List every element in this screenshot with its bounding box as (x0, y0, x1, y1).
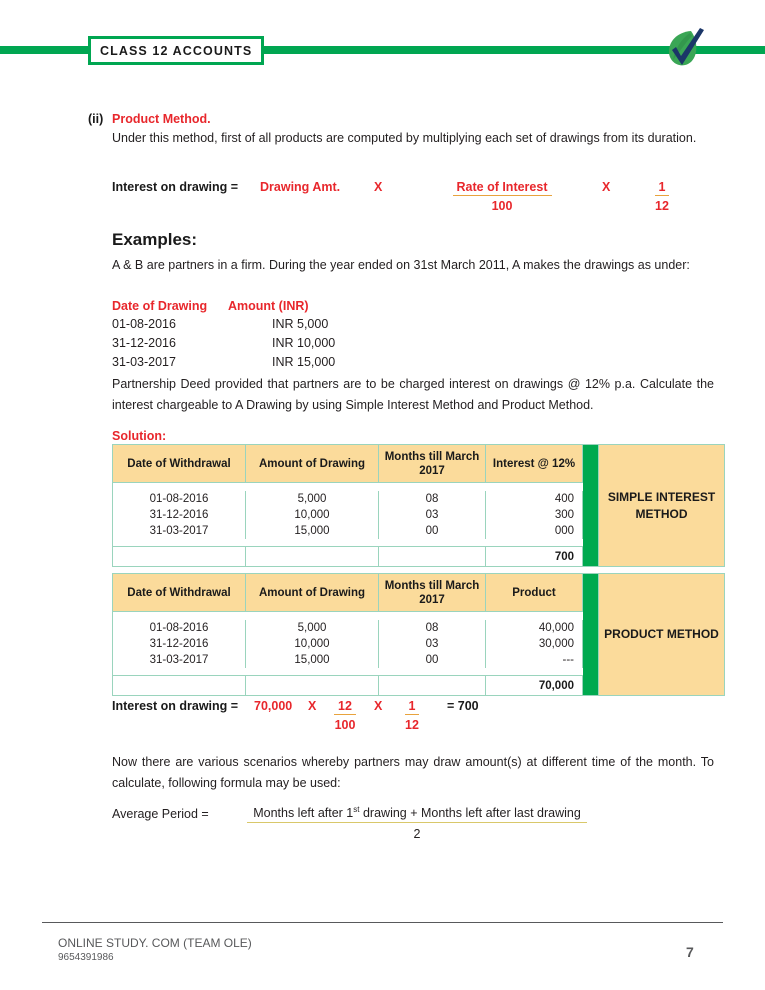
formula-bottom-lead: Interest on drawing = (112, 699, 239, 713)
simple-interest-green-divider (583, 445, 598, 566)
product-method-rows (113, 612, 583, 676)
table-row (113, 620, 583, 636)
cell-date: 31-03-2017 (113, 652, 246, 668)
cell-date: 01-08-2016 (113, 620, 246, 636)
examples-closing-paragraph: Partnership Deed provided that partners are to be charged interest on drawings @ 12% p.a. Calculate the interest chargeable to A Drawing by using Simple Interest Method and Product Method. (112, 377, 714, 412)
simple-interest-method-panel: SIMPLE INTEREST METHOD (598, 445, 724, 566)
formula-bottom-fraction-month (388, 697, 436, 732)
footer-site-label: ONLINE STUDY. COM (TEAM OLE) (58, 936, 252, 950)
cell-months: 03 (379, 636, 486, 652)
total-cell-blank-months (379, 547, 486, 566)
cell-amount: 15,000 (246, 523, 379, 539)
section-marker: (ii) (88, 112, 104, 126)
fraction-numerator-1: 1 (655, 180, 670, 196)
cell-amount: 10,000 (246, 507, 379, 523)
drawing-row-date-0: 01-08-2016 (112, 317, 176, 331)
average-period-fraction (217, 804, 617, 841)
formula-fraction-rate (412, 178, 592, 213)
cell-product: 40,000 (486, 620, 583, 636)
total-cell-blank-months (379, 676, 486, 695)
formula-bottom-result: = 700 (447, 699, 479, 713)
cell-months: 00 (379, 523, 486, 539)
formula-bottom-operator-2: X (374, 699, 383, 713)
formula-bottom-operator-1: X (308, 699, 317, 713)
cell-interest: 000 (486, 523, 583, 539)
header-cell-date: Date of Withdrawal (113, 445, 246, 482)
simple-interest-table (112, 444, 725, 567)
header-cell-product: Product (486, 574, 583, 611)
fraction-denominator-12: 12 (655, 199, 669, 213)
product-method-left-columns (113, 574, 583, 695)
header-cell-amount: Amount of Drawing (246, 574, 379, 611)
total-cell-product: 70,000 (486, 676, 583, 695)
drawing-row-date-1: 31-12-2016 (112, 336, 176, 350)
page-number: 7 (686, 944, 694, 960)
cell-amount: 10,000 (246, 636, 379, 652)
drawing-list-header-amount: Amount (INR) (228, 299, 309, 313)
drawing-row-amount-1: INR 10,000 (272, 336, 336, 350)
footer-divider (42, 922, 723, 923)
table-row (113, 491, 583, 507)
simple-interest-total-row (113, 547, 583, 566)
class-title-box (88, 36, 264, 65)
average-period-lead: Average Period = (112, 807, 209, 821)
section-intro-paragraph: Under this method, first of all products are computed by multiplying each set of drawings from its duration. (112, 131, 697, 145)
cell-date: 31-12-2016 (113, 636, 246, 652)
numerator-text-b: drawing + Months left after last drawing (359, 806, 581, 820)
examples-intro-paragraph: A & B are partners in a firm. During the year ended on 31st March 2011, A makes the drawings as under: (112, 258, 690, 272)
simple-interest-left-columns (113, 445, 583, 566)
cell-months: 08 (379, 620, 486, 636)
drawing-list-header-date: Date of Drawing (112, 299, 208, 313)
formula-operator-1: X (374, 180, 383, 194)
product-method-table (112, 573, 725, 696)
cell-months: 08 (379, 491, 486, 507)
class-title-label: CLASS 12 ACCOUNTS (100, 43, 253, 58)
fraction-denominator-100: 100 (334, 718, 356, 732)
cell-date: 01-08-2016 (113, 491, 246, 507)
cell-amount: 5,000 (246, 491, 379, 507)
solution-label: Solution: (112, 429, 167, 443)
cell-amount: 15,000 (246, 652, 379, 668)
leaf-check-logo-icon (661, 26, 709, 74)
drawing-row-amount-0: INR 5,000 (272, 317, 329, 331)
cell-months: 00 (379, 652, 486, 668)
cell-product: 30,000 (486, 636, 583, 652)
average-period-denominator: 2 (413, 827, 421, 841)
formula-bottom-amount: 70,000 (254, 699, 293, 713)
total-cell-blank-amount (246, 547, 379, 566)
header-cell-months: Months till March 2017 (379, 574, 486, 611)
drawing-row-amount-2: INR 15,000 (272, 355, 336, 369)
table-row (113, 507, 583, 523)
page-header (0, 0, 765, 92)
formula-operator-2: X (602, 180, 611, 194)
closing-note-paragraph: Now there are various scenarios whereby partners may draw amount(s) at different time of the month. To calculate, following formula may be used: (112, 755, 714, 790)
examples-title: Examples: (112, 230, 198, 249)
formula-lead-label: Interest on drawing = (112, 180, 239, 194)
product-method-panel: PRODUCT METHOD (598, 574, 724, 695)
formula-term-drawing-amount: Drawing Amt. (260, 180, 341, 194)
section-heading: Product Method. (112, 112, 211, 126)
table-row (113, 523, 583, 539)
cell-date: 31-03-2017 (113, 523, 246, 539)
cell-months: 03 (379, 507, 486, 523)
total-cell-blank-amount (246, 676, 379, 695)
simple-interest-table-wrapper (112, 444, 725, 567)
cell-amount: 5,000 (246, 620, 379, 636)
product-method-header-row (113, 574, 583, 612)
interest-formula-bottom (112, 697, 532, 737)
simple-interest-rows (113, 483, 583, 547)
formula-bottom-fraction-rate (320, 697, 370, 732)
header-cell-date: Date of Withdrawal (113, 574, 246, 611)
cell-interest: 300 (486, 507, 583, 523)
drawing-row-date-2: 31-03-2017 (112, 355, 176, 369)
numerator-text-a: Months left after 1 (253, 806, 354, 820)
formula-fraction-month (632, 178, 692, 213)
numerator-superscript: st (353, 804, 360, 814)
total-cell-blank-date (113, 676, 246, 695)
fraction-numerator-rate: Rate of Interest (453, 180, 552, 196)
fraction-denominator-100: 100 (491, 199, 513, 213)
product-method-green-divider (583, 574, 598, 695)
header-cell-months: Months till March 2017 (379, 445, 486, 482)
header-cell-amount: Amount of Drawing (246, 445, 379, 482)
footer-phone-label: 9654391986 (58, 952, 114, 963)
cell-date: 31-12-2016 (113, 507, 246, 523)
product-method-total-row (113, 676, 583, 695)
fraction-denominator-12: 12 (405, 718, 419, 732)
table-row (113, 636, 583, 652)
total-cell-blank-date (113, 547, 246, 566)
cell-interest: 400 (486, 491, 583, 507)
average-period-numerator (247, 805, 587, 823)
fraction-numerator-1: 1 (405, 699, 420, 715)
cell-product: --- (486, 652, 583, 668)
simple-interest-table-body (113, 445, 724, 566)
fraction-numerator-12: 12 (334, 699, 356, 715)
header-cell-interest: Interest @ 12% (486, 445, 583, 482)
interest-formula-top (112, 178, 672, 226)
product-method-table-wrapper (112, 573, 725, 696)
product-method-table-body (113, 574, 724, 695)
simple-interest-header-row (113, 445, 583, 483)
total-cell-interest: 700 (486, 547, 583, 566)
table-row (113, 652, 583, 668)
